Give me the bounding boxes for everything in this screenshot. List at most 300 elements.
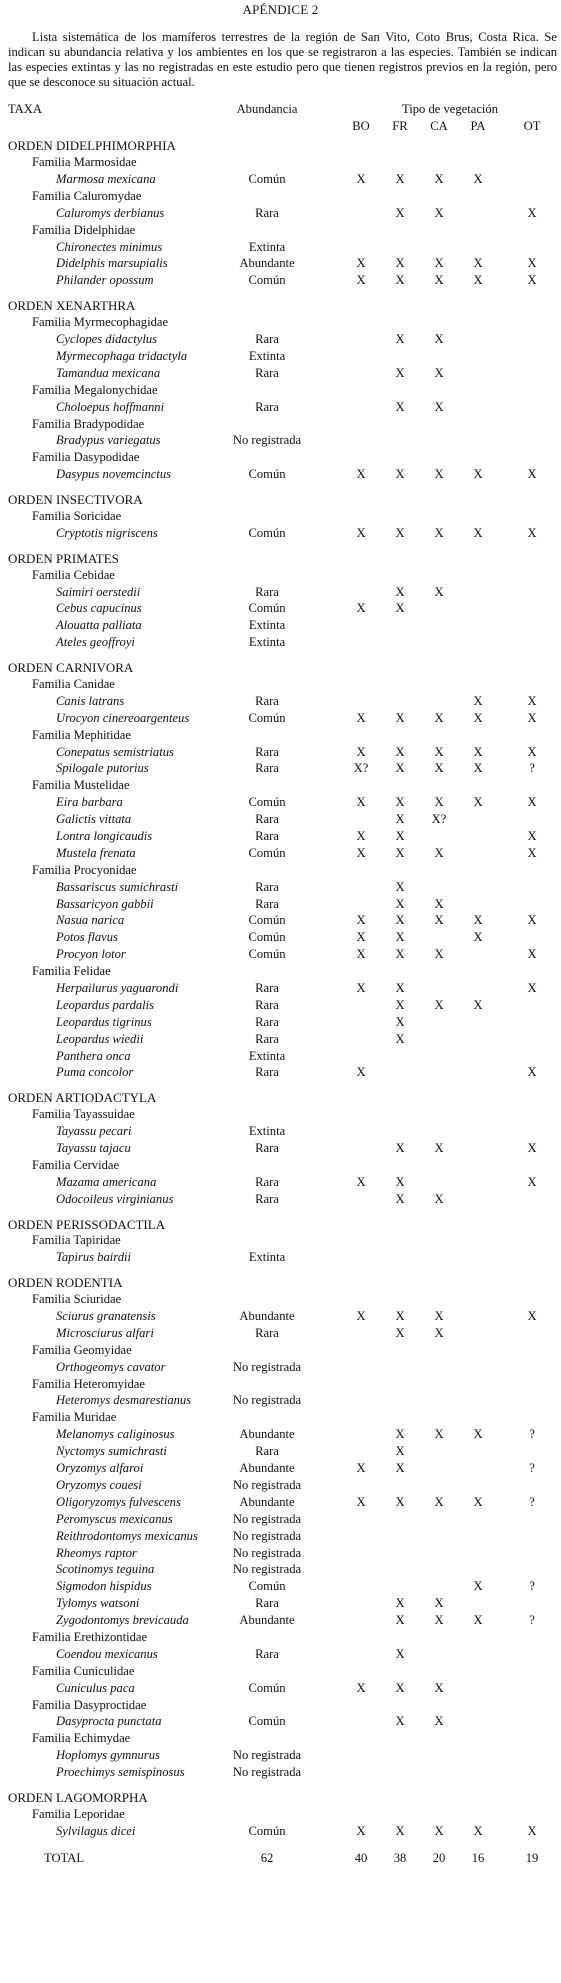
species-name: Mustela frenata bbox=[56, 845, 136, 860]
vegetation-cell-ot: X bbox=[527, 828, 537, 843]
vegetation-cell-bo: X bbox=[356, 930, 366, 945]
order-row bbox=[0, 660, 561, 677]
family-name: Familia Felidae bbox=[32, 964, 111, 979]
vegetation-cell-fr: X bbox=[395, 601, 405, 616]
vegetation-cell-ot: X bbox=[527, 693, 537, 708]
family-name: Familia Sciuridae bbox=[32, 1292, 122, 1307]
section-gap bbox=[0, 543, 561, 551]
abundance-cell: Común bbox=[248, 273, 286, 288]
species-row bbox=[0, 366, 561, 383]
species-name: Orthogeomys cavator bbox=[56, 1359, 166, 1374]
abundance-cell: Común bbox=[248, 601, 286, 616]
abundance-cell: Rara bbox=[255, 1014, 279, 1029]
vegetation-cell-bo: X bbox=[356, 256, 366, 271]
species-name: Oligoryzomys fulvescens bbox=[56, 1494, 181, 1509]
species-name: Melanomys caliginosus bbox=[56, 1427, 175, 1442]
species-row bbox=[0, 998, 561, 1015]
species-row bbox=[0, 1015, 561, 1032]
order-row bbox=[0, 492, 561, 509]
order-name: ORDEN PRIMATES bbox=[8, 550, 119, 566]
order-row bbox=[0, 1275, 561, 1292]
vegetation-cell-ca: X bbox=[434, 273, 444, 288]
vegetation-cell-ca: X bbox=[434, 365, 444, 380]
species-row bbox=[0, 812, 561, 829]
vegetation-cell-fr: X bbox=[395, 1309, 405, 1324]
vegetation-cell-ot: X bbox=[527, 525, 537, 540]
species-name: Choloepus hoffmanni bbox=[56, 399, 165, 414]
species-row bbox=[0, 526, 561, 543]
species-row bbox=[0, 433, 561, 450]
vegetation-cell-bo: X bbox=[356, 795, 366, 810]
species-row bbox=[0, 1141, 561, 1158]
vegetation-cell-fr: X bbox=[395, 1646, 405, 1661]
vegetation-cell-ot: ? bbox=[529, 761, 535, 776]
family-name: Familia Marmosidae bbox=[32, 155, 137, 170]
abundance-cell: No registrada bbox=[232, 1359, 302, 1374]
vegetation-cell-pa: X bbox=[473, 256, 483, 271]
species-row bbox=[0, 1647, 561, 1664]
vegetation-cell-ca: X bbox=[434, 332, 444, 347]
species-row bbox=[0, 1478, 561, 1495]
abundance-cell: Rara bbox=[255, 761, 279, 776]
family-row bbox=[0, 1698, 561, 1715]
abundance-cell: 62 bbox=[260, 1850, 274, 1865]
vegetation-cell-ot: X bbox=[527, 256, 537, 271]
abundance-cell: No registrada bbox=[232, 1765, 302, 1780]
species-name: Tylomys watsoni bbox=[56, 1596, 140, 1611]
family-name: Familia Heteromyidae bbox=[32, 1376, 145, 1391]
species-name: Eira barbara bbox=[56, 795, 123, 810]
vegetation-cell-ot: X bbox=[527, 467, 537, 482]
family-name: Familia Megalonychidae bbox=[32, 382, 158, 397]
family-name: Familia Procyonidae bbox=[32, 862, 137, 877]
vegetation-cell-pa: X bbox=[473, 761, 483, 776]
abundance-cell: No registrada bbox=[232, 1748, 302, 1763]
species-row bbox=[0, 880, 561, 897]
species-row bbox=[0, 1065, 561, 1082]
vegetation-cell-fr: X bbox=[395, 1596, 405, 1611]
species-row bbox=[0, 256, 561, 273]
family-name: Familia Cervidae bbox=[32, 1157, 120, 1172]
abundance-header: Abundancia bbox=[236, 102, 298, 117]
vegetation-cell-fr: X bbox=[395, 981, 405, 995]
section-gap bbox=[0, 1841, 561, 1849]
abundance-cell: Abundante bbox=[239, 1613, 295, 1628]
vegetation-cell-fr: X bbox=[395, 795, 405, 810]
family-row bbox=[0, 383, 561, 400]
species-row bbox=[0, 1512, 561, 1529]
species-row bbox=[0, 1579, 561, 1596]
species-row bbox=[0, 947, 561, 964]
abundance-cell: Común bbox=[248, 1680, 286, 1695]
abundance-cell: Rara bbox=[255, 693, 279, 708]
abundance-cell: Rara bbox=[255, 896, 279, 911]
species-row bbox=[0, 635, 561, 652]
vegetation-cell-fr: X bbox=[395, 761, 405, 776]
species-name: Dasyprocta punctata bbox=[56, 1714, 162, 1729]
vegetation-cell-ca: X bbox=[434, 525, 444, 540]
page-title: APÉNDICE 2 bbox=[242, 2, 319, 17]
vegetation-cell-ot: X bbox=[527, 947, 537, 962]
vegetation-cell-ca: X bbox=[434, 1823, 444, 1838]
species-row bbox=[0, 846, 561, 863]
family-row bbox=[0, 778, 561, 795]
abundance-cell: Rara bbox=[255, 1444, 279, 1459]
vegetation-cell-ca: X bbox=[434, 896, 444, 911]
vegetation-cell-ot: X bbox=[527, 795, 537, 810]
species-name: Bassaricyon gabbii bbox=[56, 896, 154, 911]
abundance-cell: Rara bbox=[255, 1174, 279, 1189]
vegetation-cell-pa: X bbox=[473, 525, 483, 540]
vegetation-cell-pa: X bbox=[473, 795, 483, 810]
vegetation-cell-bo: X bbox=[356, 1174, 366, 1189]
species-row bbox=[0, 240, 561, 257]
vegetation-cell-pa: X bbox=[473, 693, 483, 708]
family-name: Familia Didelphidae bbox=[32, 222, 136, 237]
family-row bbox=[0, 1664, 561, 1681]
vegetation-cell-pa: X bbox=[473, 913, 483, 928]
species-row bbox=[0, 1714, 561, 1731]
species-name: Mazama americana bbox=[56, 1174, 157, 1189]
column-header-bo: BO bbox=[352, 119, 370, 134]
abundance-cell: Común bbox=[248, 467, 286, 482]
vegetation-cell-ca: X bbox=[434, 1494, 444, 1509]
vegetation-cell-ca: X bbox=[434, 997, 444, 1012]
vegetation-cell-ca: X bbox=[434, 1680, 444, 1695]
vegetation-cell-ca: X bbox=[434, 913, 444, 928]
section-gap bbox=[0, 1209, 561, 1217]
abundance-cell: Extinta bbox=[248, 239, 286, 254]
family-name: Familia Echimydae bbox=[32, 1731, 131, 1746]
vegetation-cell-ca: X bbox=[434, 1141, 444, 1156]
species-name: Saimiri oerstedii bbox=[56, 584, 141, 599]
vegetation-cell-fr: X bbox=[395, 896, 405, 911]
species-row bbox=[0, 1596, 561, 1613]
vegetation-cell-ca: X bbox=[434, 205, 444, 220]
column-header-pa: PA bbox=[470, 119, 486, 134]
abundance-cell: Extinta bbox=[248, 1048, 286, 1063]
vegetation-cell-ca: X bbox=[434, 1191, 444, 1206]
vegetation-cell-fr: X bbox=[395, 828, 405, 843]
species-name: Puma concolor bbox=[56, 1065, 134, 1080]
order-name: ORDEN ARTIODACTYLA bbox=[8, 1090, 157, 1106]
vegetation-cell-bo: X bbox=[356, 710, 366, 725]
abundance-cell: No registrada bbox=[232, 433, 302, 448]
species-row bbox=[0, 273, 561, 290]
abundance-cell: Rara bbox=[255, 997, 279, 1012]
abundance-cell: Común bbox=[248, 845, 286, 860]
vegetation-cell-pa: X bbox=[473, 1823, 483, 1838]
vegetation-cell-ot: X bbox=[527, 1823, 537, 1838]
vegetation-cell-pa: X bbox=[473, 997, 483, 1012]
species-name: Hoplomys gymnurus bbox=[56, 1748, 160, 1763]
species-name: Spilogale putorius bbox=[56, 761, 149, 776]
vegetation-cell-ca: X bbox=[434, 1613, 444, 1628]
vegetation-cell-ca: X bbox=[434, 1714, 444, 1729]
species-row bbox=[0, 1250, 561, 1267]
vegetation-cell-ca: X? bbox=[431, 812, 447, 827]
species-name: Scotinomys teguina bbox=[56, 1562, 155, 1577]
abundance-cell: No registrada bbox=[232, 1562, 302, 1577]
family-name: Familia Cuniculidae bbox=[32, 1663, 135, 1678]
vegetation-cell-fr: X bbox=[395, 273, 405, 288]
vegetation-cell-ca: X bbox=[434, 947, 444, 962]
species-name: Tayassu pecari bbox=[56, 1124, 132, 1139]
family-name: Familia Bradypodidae bbox=[32, 416, 145, 431]
order-row bbox=[0, 1090, 561, 1107]
abundance-cell: Rara bbox=[255, 879, 279, 894]
vegetation-cell-fr: X bbox=[395, 1174, 405, 1189]
vegetation-cell-bo: X bbox=[356, 1309, 366, 1324]
vegetation-cell-ot: ? bbox=[529, 1579, 535, 1594]
order-name: ORDEN CARNIVORA bbox=[8, 660, 134, 676]
family-name: Familia Dasyproctidae bbox=[32, 1697, 147, 1712]
vegetation-cell-pa: X bbox=[473, 172, 483, 187]
vegetation-cell-pa: X bbox=[473, 273, 483, 288]
family-name: Familia Caluromydae bbox=[32, 188, 142, 203]
species-row bbox=[0, 1681, 561, 1698]
species-row bbox=[0, 1444, 561, 1461]
species-row bbox=[0, 761, 561, 778]
abundance-cell: No registrada bbox=[232, 1545, 302, 1560]
vegetation-cell-ca: X bbox=[434, 172, 444, 187]
species-row bbox=[0, 745, 561, 762]
order-row bbox=[0, 298, 561, 315]
species-name: Tapirus bairdii bbox=[56, 1250, 132, 1265]
section-gap bbox=[0, 652, 561, 660]
family-row bbox=[0, 964, 561, 981]
vegetation-cell-fr: X bbox=[395, 1680, 405, 1695]
vegetation-cell-ot: X bbox=[527, 1141, 537, 1156]
species-row bbox=[0, 1049, 561, 1066]
vegetation-cell-ot: X bbox=[527, 981, 537, 995]
family-row bbox=[0, 1807, 561, 1824]
vegetation-cell-bo: X bbox=[356, 1680, 366, 1695]
family-name: Familia Tapiridae bbox=[32, 1233, 121, 1248]
vegetation-cell-pa: X bbox=[473, 467, 483, 482]
species-row bbox=[0, 1032, 561, 1049]
vegetation-cell-fr: X bbox=[395, 1444, 405, 1459]
vegetation-cell-fr: X bbox=[395, 1823, 405, 1838]
species-row bbox=[0, 1495, 561, 1512]
vegetation-cell-ot: X bbox=[527, 273, 537, 288]
vegetation-cell-ca: X bbox=[434, 1596, 444, 1611]
vegetation-cell-fr: X bbox=[395, 812, 405, 827]
species-name: Cyclopes didactylus bbox=[56, 332, 158, 347]
taxa-header: TAXA bbox=[8, 102, 42, 117]
abundance-cell: Extinta bbox=[248, 348, 286, 363]
vegetation-cell-fr: X bbox=[395, 1014, 405, 1029]
vegetation-cell-ot: 19 bbox=[525, 1850, 539, 1865]
vegetation-cell-bo: X bbox=[356, 1494, 366, 1509]
vegetation-cell-fr: X bbox=[395, 205, 405, 220]
order-row bbox=[0, 1790, 561, 1807]
species-name: Marmosa mexicana bbox=[56, 172, 156, 187]
abundance-cell: Rara bbox=[255, 1596, 279, 1611]
vegetation-cell-fr: X bbox=[395, 1031, 405, 1046]
species-row bbox=[0, 400, 561, 417]
vegetation-cell-bo: X bbox=[356, 172, 366, 187]
species-row bbox=[0, 1326, 561, 1343]
abundance-cell: Rara bbox=[255, 1065, 279, 1080]
species-name: Potos flavus bbox=[56, 930, 118, 945]
family-name: Familia Cebidae bbox=[32, 567, 115, 582]
species-name: Leopardus pardalis bbox=[56, 997, 155, 1012]
species-row bbox=[0, 913, 561, 930]
abundance-cell: Rara bbox=[255, 828, 279, 843]
family-row bbox=[0, 315, 561, 332]
vegetation-cell-fr: X bbox=[395, 744, 405, 759]
species-name: Microsciurus alfari bbox=[56, 1325, 154, 1340]
abundance-cell: Común bbox=[248, 930, 286, 945]
vegetation-cell-fr: X bbox=[395, 1613, 405, 1628]
abundance-cell: Extinta bbox=[248, 635, 286, 650]
order-row bbox=[0, 138, 561, 155]
species-name: Chironectes minimus bbox=[56, 239, 163, 254]
vegetation-cell-bo: X bbox=[356, 273, 366, 288]
order-name: ORDEN INSECTIVORA bbox=[8, 492, 143, 508]
vegetation-cell-fr: X bbox=[395, 365, 405, 380]
vegetation-cell-ca: X bbox=[434, 1309, 444, 1324]
family-row bbox=[0, 417, 561, 434]
species-row bbox=[0, 1393, 561, 1410]
family-row bbox=[0, 728, 561, 745]
vegetation-cell-bo: X bbox=[356, 981, 366, 995]
species-name: Reithrodontomys mexicanus bbox=[56, 1528, 198, 1543]
species-name: Rheomys raptor bbox=[56, 1545, 137, 1560]
vegetation-cell-fr: X bbox=[395, 710, 405, 725]
family-row bbox=[0, 1107, 561, 1124]
vegetation-cell-pa: 16 bbox=[471, 1850, 485, 1865]
species-name: Herpailurus yaguarondi bbox=[56, 981, 179, 995]
abundance-cell: Rara bbox=[255, 365, 279, 380]
family-name: Familia Geomyidae bbox=[32, 1342, 132, 1357]
intro-paragraph: Lista sistemática de los mamíferos terrestres de la región de San Vito, Coto Brus, Costa Rica. Se indican su abundancia relativa y los ambientes en los que se registraron a las especies. También se indican las especies extintas y las no registradas en este estudio pero que tienen registros previos en la región, pero que se desconoce su situación actual. bbox=[8, 30, 557, 90]
vegetation-cell-ca: X bbox=[434, 795, 444, 810]
family-row bbox=[0, 450, 561, 467]
vegetation-cell-ca: X bbox=[434, 399, 444, 414]
abundance-cell: Rara bbox=[255, 981, 279, 995]
species-name: Dasypus novemcinctus bbox=[56, 467, 172, 482]
species-row bbox=[0, 467, 561, 484]
vegetation-cell-fr: X bbox=[395, 399, 405, 414]
vegetation-cell-ot: ? bbox=[529, 1427, 535, 1442]
vegetation-cell-ot: X bbox=[527, 845, 537, 860]
species-row bbox=[0, 349, 561, 366]
species-name: Ateles geoffroyi bbox=[56, 635, 135, 650]
species-row bbox=[0, 585, 561, 602]
species-name: Heteromys desmarestianus bbox=[56, 1393, 192, 1408]
vegetation-cell-fr: X bbox=[395, 1325, 405, 1340]
species-name: Tamandua mexicana bbox=[56, 365, 161, 380]
species-name: Sigmodon hispidus bbox=[56, 1579, 152, 1594]
family-name: Familia Erethizontidae bbox=[32, 1629, 148, 1644]
abundance-cell: No registrada bbox=[232, 1511, 302, 1526]
abundance-cell: Abundante bbox=[239, 1494, 295, 1509]
vegetation-cell-bo: X bbox=[356, 744, 366, 759]
species-row bbox=[0, 1613, 561, 1630]
species-name: Nasua narica bbox=[56, 913, 125, 928]
vegetation-cell-ot: X bbox=[527, 913, 537, 928]
family-name: Familia Soricidae bbox=[32, 508, 122, 523]
vegetation-cell-pa: X bbox=[473, 710, 483, 725]
vegetation-cell-fr: X bbox=[395, 467, 405, 482]
vegetation-cell-bo: X bbox=[356, 601, 366, 616]
species-name: Peromyscus mexicanus bbox=[56, 1511, 173, 1526]
abundance-cell: Rara bbox=[255, 205, 279, 220]
family-name: Familia Myrmecophagidae bbox=[32, 315, 169, 330]
species-name: Oryzomys couesi bbox=[56, 1477, 142, 1492]
abundance-cell: No registrada bbox=[232, 1528, 302, 1543]
species-name: Cebus capucinus bbox=[56, 601, 142, 616]
vegetation-cell-fr: X bbox=[395, 584, 405, 599]
species-name: Odocoileus virginianus bbox=[56, 1191, 174, 1206]
species-name: Zygodontomys brevicauda bbox=[56, 1613, 189, 1628]
vegetation-cell-bo: X bbox=[356, 828, 366, 843]
species-name: Galictis vittata bbox=[56, 812, 132, 827]
species-name: Procyon lotor bbox=[56, 947, 126, 962]
vegetation-cell-ca: X bbox=[434, 467, 444, 482]
species-row bbox=[0, 1546, 561, 1563]
abundance-cell: Común bbox=[248, 1714, 286, 1729]
family-name: Familia Muridae bbox=[32, 1410, 117, 1425]
species-row bbox=[0, 1765, 561, 1782]
species-row bbox=[0, 1360, 561, 1377]
family-name: Familia Leporidae bbox=[32, 1806, 125, 1821]
abundance-cell: Rara bbox=[255, 584, 279, 599]
vegetation-cell-ca: X bbox=[434, 1325, 444, 1340]
abundance-cell: Rara bbox=[255, 1031, 279, 1046]
vegetation-cell-bo: X bbox=[356, 467, 366, 482]
abundance-cell: Común bbox=[248, 1579, 286, 1594]
species-name: Leopardus tigrinus bbox=[56, 1014, 152, 1029]
table-header bbox=[0, 100, 561, 138]
vegetation-cell-ot: ? bbox=[529, 1613, 535, 1628]
vegetation-cell-bo: X bbox=[356, 947, 366, 962]
species-name: Coendou mexicanus bbox=[56, 1646, 158, 1661]
species-name: Bradypus variegatus bbox=[56, 433, 161, 448]
species-row bbox=[0, 1309, 561, 1326]
species-row bbox=[0, 981, 561, 998]
species-name: Cuniculus paca bbox=[56, 1680, 135, 1695]
species-row bbox=[0, 1192, 561, 1209]
abundance-cell: Común bbox=[248, 913, 286, 928]
abundance-cell: No registrada bbox=[232, 1393, 302, 1408]
vegetation-cell-fr: X bbox=[395, 879, 405, 894]
species-name: Proechimys semispinosus bbox=[56, 1765, 185, 1780]
family-row bbox=[0, 1731, 561, 1748]
family-row bbox=[0, 1377, 561, 1394]
vegetation-cell-fr: X bbox=[395, 845, 405, 860]
order-name: ORDEN PERISSODACTILA bbox=[8, 1216, 166, 1232]
vegetation-cell-pa: X bbox=[473, 1579, 483, 1594]
column-header-ot: OT bbox=[523, 119, 541, 134]
abundance-cell: Común bbox=[248, 710, 286, 725]
family-name: Familia Mephitidae bbox=[32, 727, 131, 742]
order-name: ORDEN LAGOMORPHA bbox=[8, 1789, 148, 1805]
species-name: Cryptotis nigriscens bbox=[56, 525, 158, 540]
species-name: Alouatta palliata bbox=[56, 618, 142, 633]
vegetation-header: Tipo de vegetación bbox=[401, 102, 499, 117]
species-row bbox=[0, 1124, 561, 1141]
family-name: Familia Dasypodidae bbox=[32, 450, 140, 465]
abundance-cell: Abundante bbox=[239, 1427, 295, 1442]
abundance-cell: Común bbox=[248, 795, 286, 810]
vegetation-cell-ca: X bbox=[434, 710, 444, 725]
vegetation-cell-ca: X bbox=[434, 1427, 444, 1442]
section-gap bbox=[0, 290, 561, 298]
family-name: Familia Tayassuidae bbox=[32, 1107, 135, 1122]
